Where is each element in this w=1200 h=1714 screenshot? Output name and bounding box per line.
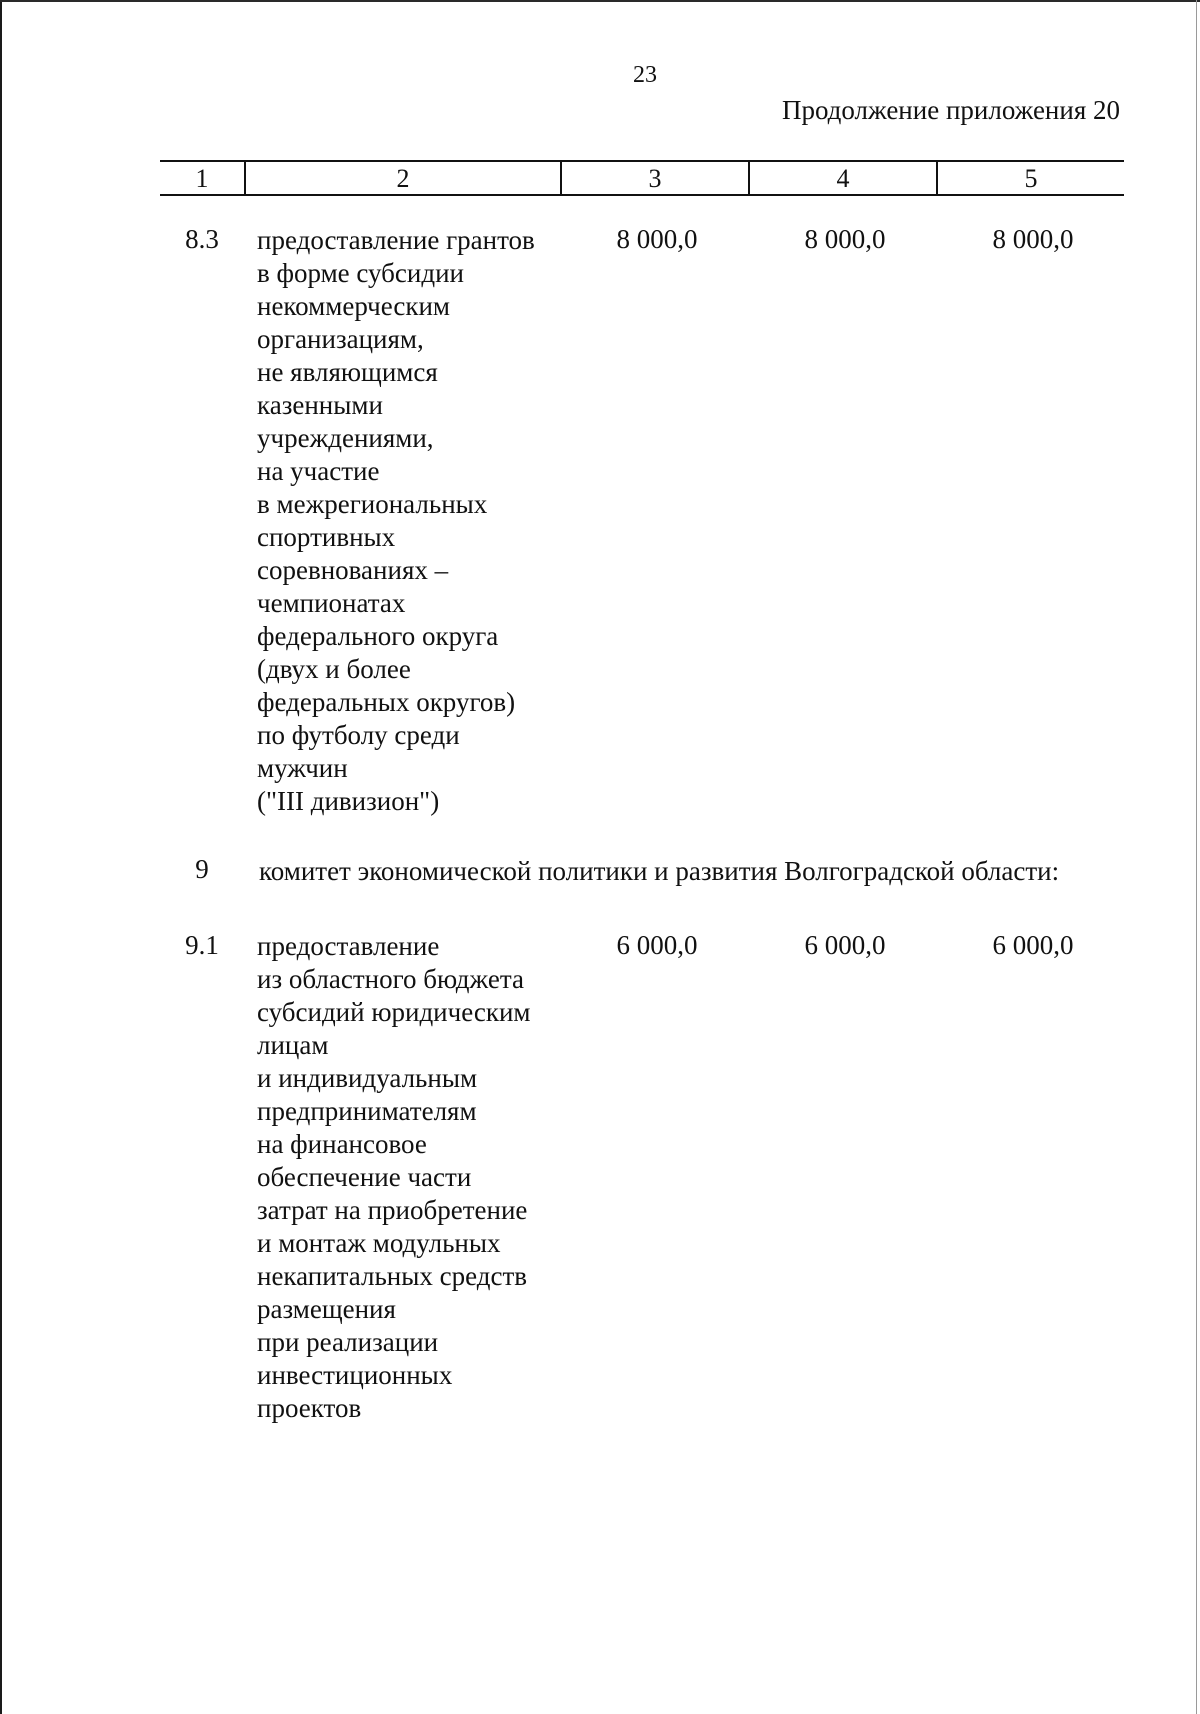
value-col-5: 8 000,0 bbox=[992, 224, 1074, 254]
description-line: проектов bbox=[257, 1393, 362, 1423]
column-header-1: 1 bbox=[195, 164, 209, 193]
description-line: соревнованиях – bbox=[257, 555, 449, 585]
description-line: инвестиционных bbox=[257, 1360, 453, 1390]
value-col-4: 8 000,0 bbox=[804, 224, 886, 254]
row-number: 8.3 bbox=[185, 224, 219, 254]
row-number: 9.1 bbox=[185, 930, 219, 960]
column-header-4: 4 bbox=[836, 164, 850, 193]
description-line: в межрегиональных bbox=[257, 489, 488, 519]
row-number: 9 bbox=[195, 854, 209, 884]
description-line: некапитальных средств bbox=[257, 1261, 528, 1291]
page-number: 23 bbox=[633, 62, 657, 88]
description-line: казенными bbox=[257, 390, 383, 420]
description-line: при реализации bbox=[257, 1327, 439, 1357]
appendix-title: Продолжение приложения 20 bbox=[781, 95, 1120, 125]
description-line: предоставление bbox=[257, 931, 440, 961]
scan-edge-top bbox=[0, 0, 1200, 2]
description-line: организациям, bbox=[257, 324, 424, 354]
description-line: и монтаж модульных bbox=[257, 1228, 501, 1258]
description-line: не являющимся bbox=[257, 357, 438, 387]
value-col-4: 6 000,0 bbox=[804, 930, 886, 960]
row-description bbox=[257, 224, 597, 818]
description-line: по футболу среди bbox=[257, 720, 460, 750]
description-line: и индивидуальным bbox=[257, 1063, 478, 1093]
description-line: в форме субсидии bbox=[257, 258, 464, 288]
description-line: лицам bbox=[257, 1030, 329, 1060]
column-header-2: 2 bbox=[396, 164, 410, 193]
column-header-3: 3 bbox=[648, 164, 662, 193]
description-line: из областного бюджета bbox=[257, 964, 524, 994]
description-line: федеральных округов) bbox=[257, 687, 516, 717]
description-line: спортивных bbox=[257, 522, 396, 552]
description-line: обеспечение части bbox=[257, 1162, 472, 1192]
description-line: федерального округа bbox=[257, 621, 499, 651]
description-line: предпринимателям bbox=[257, 1096, 477, 1126]
description-line: предоставление грантов bbox=[257, 225, 535, 255]
description-line: некоммерческим bbox=[257, 291, 451, 321]
row-description bbox=[257, 930, 597, 1425]
description-line: на участие bbox=[257, 456, 380, 486]
header-bottom-rule bbox=[160, 194, 1124, 196]
scan-edge-right bbox=[1196, 0, 1197, 1714]
value-col-3: 6 000,0 bbox=[616, 930, 698, 960]
description-line: субсидий юридическим bbox=[257, 997, 531, 1027]
description-line: (двух и более bbox=[257, 654, 411, 684]
description-line: мужчин bbox=[257, 753, 348, 783]
description-line: размещения bbox=[257, 1294, 396, 1324]
table-header bbox=[160, 160, 1124, 196]
section-heading: комитет экономической политики и развития Волгоградской области: bbox=[259, 856, 1060, 886]
description-line: затрат на приобретение bbox=[257, 1195, 528, 1225]
header-top-rule bbox=[160, 160, 1124, 162]
description-line: ("III дивизион") bbox=[257, 786, 440, 816]
value-col-3: 8 000,0 bbox=[616, 224, 698, 254]
description-line: на финансовое bbox=[257, 1129, 427, 1159]
description-line: чемпионатах bbox=[257, 588, 406, 618]
column-header-5: 5 bbox=[1024, 164, 1038, 193]
scan-edge-left bbox=[0, 0, 2, 1714]
description-line: учреждениями, bbox=[257, 423, 434, 453]
value-col-5: 6 000,0 bbox=[992, 930, 1074, 960]
